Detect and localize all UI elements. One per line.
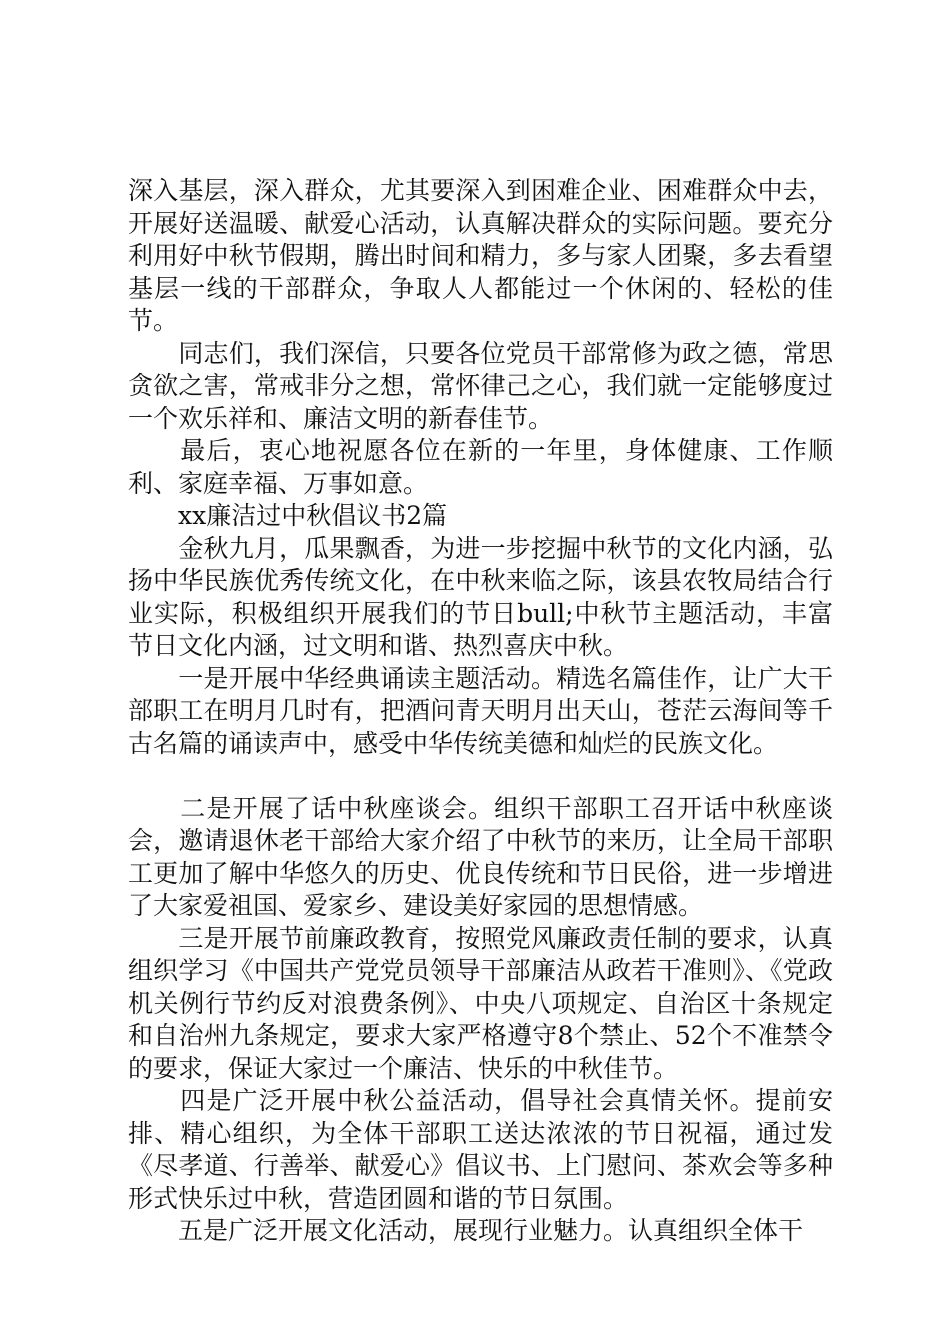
paragraph-4: 金秋九月，瓜果飘香，为进一步挖掘中秋节的文化内涵，弘扬中华民族优秀传统文化，在中秋来临之际，该县农牧局结合行业实际，积极组织开展我们的节日bull;中秋节主题活动，丰富节日文化内涵，过文明和谐、热烈喜庆中秋。 bbox=[128, 533, 833, 660]
paragraph-8: 四是广泛开展中秋公益活动，倡导社会真情关怀。提前安排、精心组织，为全体干部职工送达浓浓的节日祝福，通过发《尽孝道、行善举、献爱心》倡议书、上门慰问、茶欢会等多种形式快乐过中秋，营造团圆和谐的节日氛围。 bbox=[128, 1086, 833, 1213]
paragraph-7: 三是开展节前廉政教育，按照党风廉政责任制的要求，认真组织学习《中国共产党党员领导干部廉洁从政若干准则》、《党政机关例行节约反对浪费条例》、中央八项规定、自治区十条规定和自治州九条规定，要求大家严格遵守8个禁止、52个不准禁令的要求，保证大家过一个廉洁、快乐的中秋佳节。 bbox=[128, 923, 833, 1083]
paragraph-6: 二是开展了话中秋座谈会。组织干部职工召开话中秋座谈会，邀请退休老干部给大家介绍了中秋节的来历，让全局干部职工更加了解中华悠久的历史、优良传统和节日民俗，进一步增进了大家爱祖国、爱家乡、建设美好家园的思想情感。 bbox=[128, 793, 833, 920]
paragraph-1: 深入基层，深入群众，尤其要深入到困难企业、困难群众中去，开展好送温暖、献爱心活动，认真解决群众的实际问题。要充分利用好中秋节假期，腾出时间和精力，多与家人团聚，多去看望基层一线的干部群众，争取人人都能过一个休闲的、轻松的佳节。 bbox=[128, 176, 833, 335]
section-heading: xx廉洁过中秋倡议书2篇 bbox=[128, 501, 448, 530]
paragraph-3: 最后，衷心地祝愿各位在新的一年里，身体健康、工作顺利、家庭幸福、万事如意。 bbox=[128, 436, 833, 498]
paragraph-2: 同志们，我们深信，只要各位党员干部常修为政之德，常思贪欲之害，常戒非分之想，常怀律己之心，我们就一定能够度过一个欢乐祥和、廉洁文明的新春佳节。 bbox=[128, 338, 833, 433]
paragraph-spacer bbox=[128, 760, 833, 793]
paragraph-5: 一是开展中华经典诵读主题活动。精选名篇佳作，让广大干部职工在明月几时有，把酒问青天明月出天山，苍茫云海间等千古名篇的诵读声中，感受中华传统美德和灿烂的民族文化。 bbox=[128, 663, 833, 758]
document-body bbox=[128, 175, 833, 1248]
paragraph-9: 五是广泛开展文化活动，展现行业魅力。认真组织全体干 bbox=[128, 1216, 804, 1245]
